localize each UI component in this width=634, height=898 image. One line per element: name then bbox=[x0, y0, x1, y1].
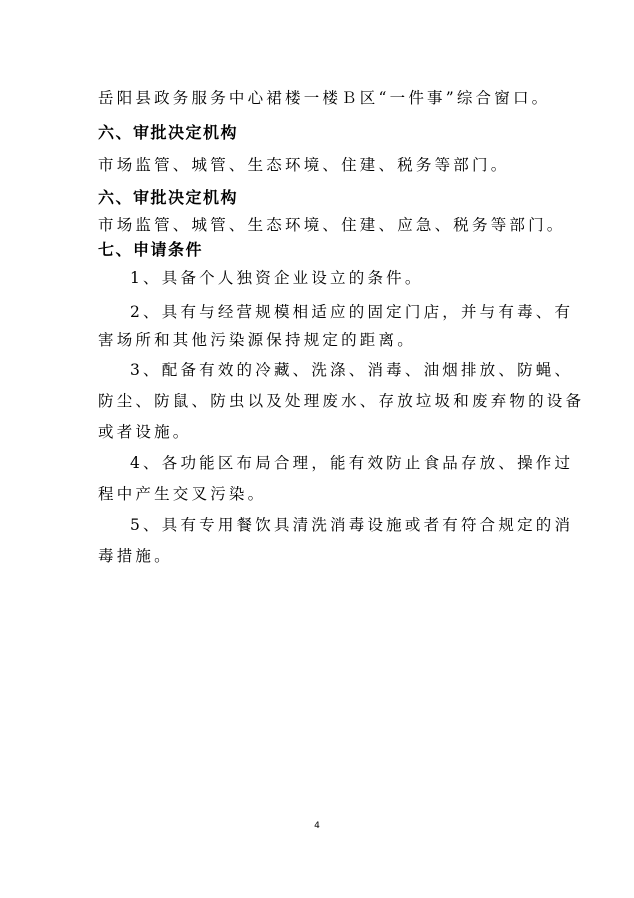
condition-2-line-2: 害场所和其他污染源保持规定的距离。 bbox=[98, 331, 416, 349]
condition-5-line-1: 5、具有专用餐饮具清洗消毒设施或者有符合规定的消 bbox=[130, 516, 574, 534]
condition-4-line-1: 4、各功能区布局合理，能有效防止食品存放、操作过 bbox=[130, 454, 574, 472]
approval-authority-text: 市场监管、城管、生态环境、住建、税务等部门。 bbox=[98, 156, 510, 174]
approval-authority-text-revised: 市场监管、城管、生态环境、住建、应急、税务等部门。 bbox=[98, 216, 566, 234]
condition-5-line-2: 毒措施。 bbox=[98, 547, 173, 565]
section-heading-approval-authority-repeat: 六、审批决定机构 bbox=[98, 188, 239, 207]
condition-3-line-1: 3、配备有效的冷藏、洗涤、消毒、油烟排放、防蝇、 bbox=[130, 361, 574, 379]
condition-3-line-2: 防尘、防鼠、防虫以及处理废水、存放垃圾和废弃物的设备 bbox=[98, 392, 585, 410]
condition-4-line-2: 程中产生交叉污染。 bbox=[98, 485, 267, 503]
location-text: 岳阳县政务服务中心裙楼一楼Ｂ区“一件事”综合窗口。 bbox=[98, 89, 551, 107]
condition-3-line-3: 或者设施。 bbox=[98, 423, 192, 441]
section-heading-application-conditions: 七、申请条件 bbox=[98, 240, 204, 259]
page-number: 4 bbox=[314, 821, 320, 831]
section-heading-approval-authority: 六、审批决定机构 bbox=[98, 123, 239, 142]
condition-2-line-1: 2、具有与经营规模相适应的固定门店，并与有毒、有 bbox=[130, 303, 574, 321]
condition-1: 1、具备个人独资企业设立的条件。 bbox=[130, 269, 424, 287]
